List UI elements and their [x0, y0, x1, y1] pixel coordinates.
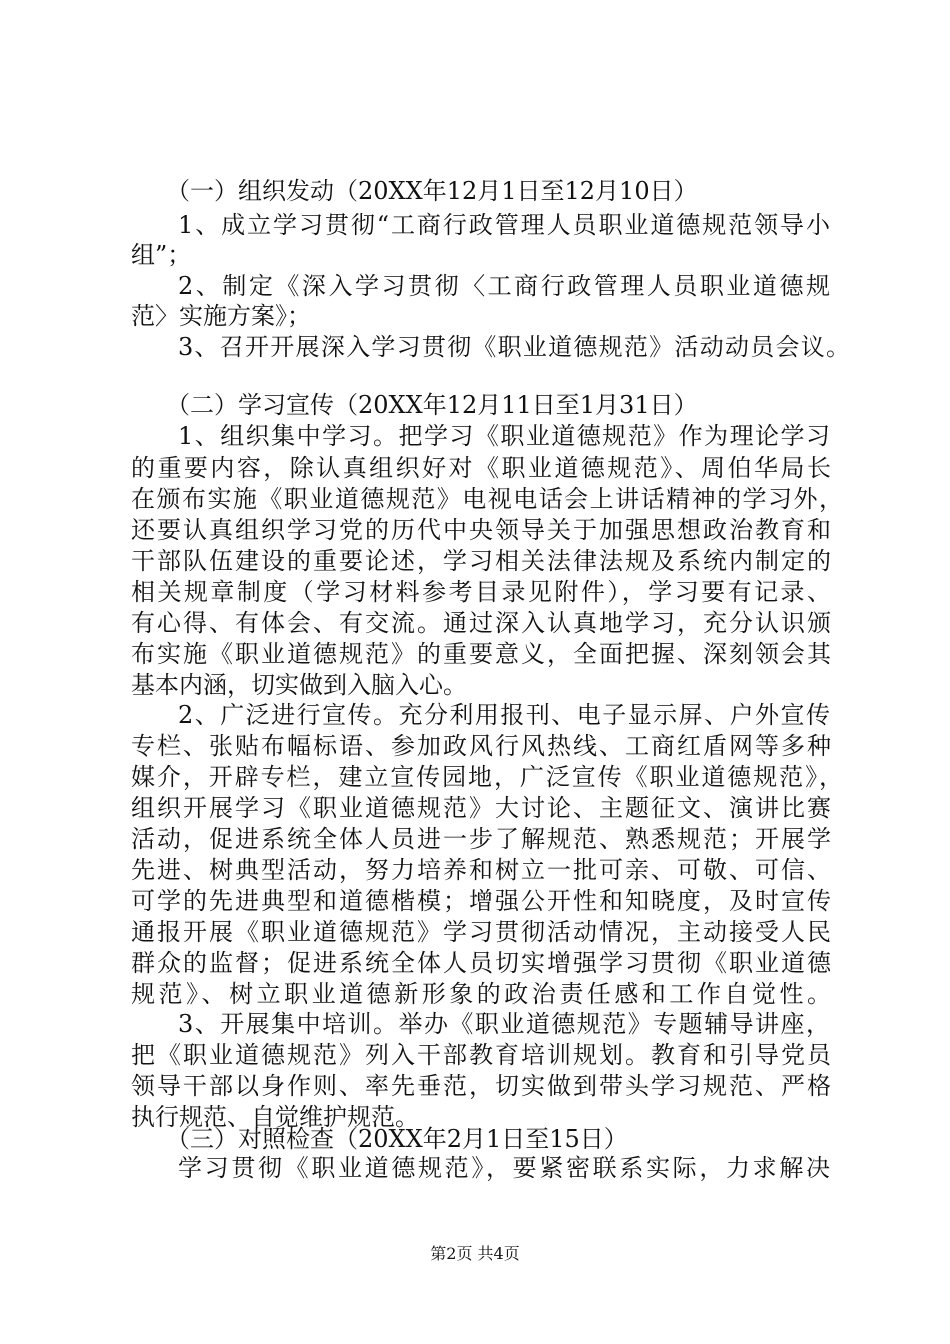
section-heading-2: （二）学习宣传（20XX年12月11日至1月31日） [166, 391, 698, 419]
text-line: 先进、树典型活动，努力培养和树立一批可亲、可敬、可信、 [131, 856, 831, 884]
text-line: 3、开展集中培训。举办《职业道德规范》专题辅导讲座， [178, 1010, 830, 1038]
text-line: 通报开展《职业道德规范》学习贯彻活动情况，主动接受人民 [131, 918, 831, 946]
text-line: 有心得、有体会、有交流。通过深入认真地学习，充分认识颁 [131, 609, 831, 637]
text-line: 还要认真组织学习党的历代中央领导关于加强思想政治教育和 [131, 516, 831, 544]
text-line: 可学的先进典型和道德楷模；增强公开性和知晓度，及时宣传 [131, 887, 831, 915]
section-heading-1: （一）组织发动（20XX年12月1日至12月10日） [166, 177, 698, 205]
text-line: 1、成立学习贯彻“工商行政管理人员职业道德规范领导小 [178, 211, 830, 239]
text-line: 基本内涵，切实做到入脑入心。 [131, 671, 467, 699]
text-line: 相关规章制度（学习材料参考目录见附件），学习要有记录、 [131, 578, 831, 606]
text-line: 学习贯彻《职业道德规范》，要紧密联系实际，力求解决 [178, 1154, 830, 1182]
text-line: 活动，促进系统全体人员进一步了解规范、熟悉规范；开展学 [131, 825, 831, 853]
text-line: 在颁布实施《职业道德规范》电视电话会上讲话精神的学习外， [131, 485, 843, 513]
text-line: 2、广泛进行宣传。充分利用报刊、电子显示屏、户外宣传 [178, 701, 830, 729]
text-line: 3、召开开展深入学习贯彻《职业道德规范》活动动员会议。 [178, 333, 850, 361]
text-line: 把《职业道德规范》列入干部教育培训规划。教育和引导党员 [131, 1041, 831, 1069]
text-line: 布实施《职业道德规范》的重要意义，全面把握、深刻领会其 [131, 640, 831, 668]
text-line: 组”； [131, 241, 192, 269]
text-line: 组织开展学习《职业道德规范》大讨论、主题征文、演讲比赛 [131, 794, 831, 822]
text-line: 2、制定《深入学习贯彻〈工商行政管理人员职业道德规 [178, 272, 830, 300]
text-line: 干部队伍建设的重要论述，学习相关法律法规及系统内制定的 [131, 547, 831, 575]
text-line: 规范》、树立职业道德新形象的政治责任感和工作自觉性。 [131, 980, 831, 1008]
text-line: 的重要内容，除认真组织好对《职业道德规范》、周伯华局长 [131, 454, 831, 482]
text-line: 媒介，开辟专栏，建立宣传园地，广泛宣传《职业道德规范》， [131, 763, 843, 791]
text-line: 群众的监督；促进系统全体人员切实增强学习贯彻《职业道德 [131, 949, 831, 977]
section-heading-3: （三）对照检查（20XX年2月1日至15日） [166, 1125, 628, 1153]
text-line: 范〉实施方案》； [131, 302, 311, 330]
text-line: 执行规范、自觉维护规范。 [131, 1103, 419, 1131]
text-line: 专栏、张贴布幅标语、参加政风行风热线、工商红盾网等多种 [131, 732, 831, 760]
text-line: 领导干部以身作则、率先垂范，切实做到带头学习规范、严格 [131, 1072, 831, 1100]
text-line: 1、组织集中学习。把学习《职业道德规范》作为理论学习 [178, 422, 830, 450]
page-number-footer: 第2页 共4页 [430, 1244, 520, 1263]
